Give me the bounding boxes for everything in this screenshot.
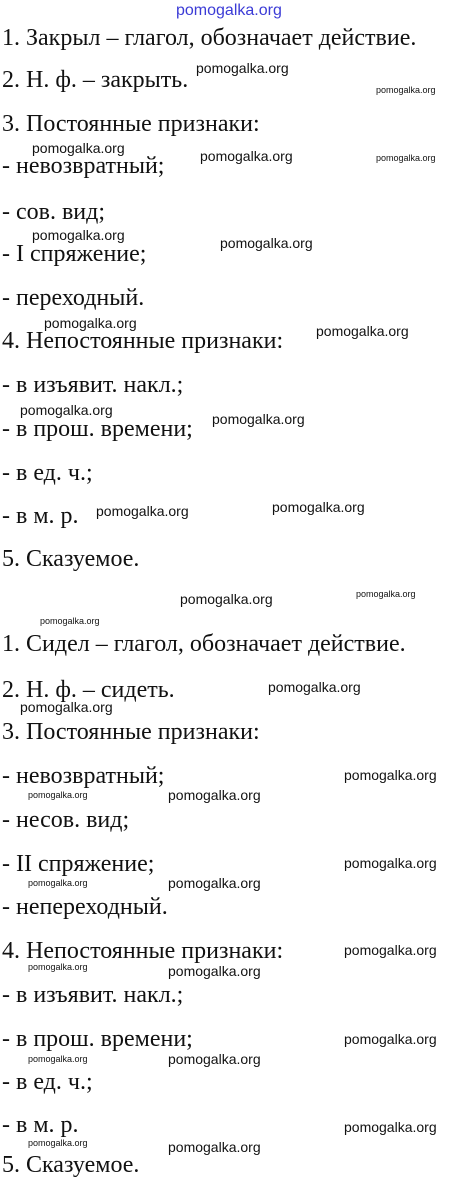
watermark: pomogalka.org [268, 679, 361, 695]
watermark: pomogalka.org [168, 963, 261, 979]
line-1-1: 1. Закрыл – глагол, обозначает действие. [2, 25, 417, 51]
watermark: pomogalka.org [168, 875, 261, 891]
line-1-10: - в прош. времени; [2, 416, 193, 442]
watermark: pomogalka.org [180, 591, 273, 607]
line-2-1: 1. Сидел – глагол, обозначает действие. [2, 631, 406, 657]
watermark: pomogalka.org [96, 503, 189, 519]
watermark: pomogalka.org [20, 402, 113, 418]
line-1-3: 3. Постоянные признаки: [2, 111, 260, 137]
line-2-3: 3. Постоянные признаки: [2, 719, 260, 745]
line-2-13: 5. Сказуемое. [2, 1152, 140, 1178]
line-2-5: - несов. вид; [2, 807, 130, 833]
line-2-9: - в изъявит. накл.; [2, 982, 184, 1008]
watermark: pomogalka.org [272, 499, 365, 515]
watermark: pomogalka.org [32, 140, 125, 156]
watermark: pomogalka.org [376, 153, 436, 163]
watermark: pomogalka.org [28, 1054, 88, 1064]
watermark: pomogalka.org [196, 60, 289, 76]
line-2-7: - непереходный. [2, 894, 168, 920]
watermark: pomogalka.org [20, 699, 113, 715]
watermark: pomogalka.org [40, 616, 100, 626]
watermark: pomogalka.org [168, 787, 261, 803]
site-header-watermark: pomogalka.org [176, 2, 282, 19]
watermark: pomogalka.org [344, 942, 437, 958]
watermark: pomogalka.org [356, 589, 416, 599]
watermark: pomogalka.org [44, 315, 137, 331]
watermark: pomogalka.org [28, 962, 88, 972]
watermark: pomogalka.org [316, 323, 409, 339]
line-2-6: - II спряжение; [2, 851, 155, 877]
line-1-7: - переходный. [2, 285, 145, 311]
watermark: pomogalka.org [32, 227, 125, 243]
line-1-6: - I спряжение; [2, 241, 147, 267]
line-2-12: - в м. р. [2, 1112, 79, 1138]
watermark: pomogalka.org [200, 148, 293, 164]
line-2-8: 4. Непостоянные признаки: [2, 938, 284, 964]
watermark: pomogalka.org [376, 85, 436, 95]
line-2-11: - в ед. ч.; [2, 1069, 93, 1095]
line-1-12: - в м. р. [2, 503, 79, 529]
line-1-4: - невозвратный; [2, 153, 165, 179]
line-1-8: 4. Непостоянные признаки: [2, 328, 284, 354]
line-1-13: 5. Сказуемое. [2, 546, 140, 572]
watermark: pomogalka.org [344, 1119, 437, 1135]
line-1-9: - в изъявит. накл.; [2, 372, 184, 398]
watermark: pomogalka.org [344, 767, 437, 783]
line-1-5: - сов. вид; [2, 199, 106, 225]
line-2-4: - невозвратный; [2, 763, 165, 789]
watermark: pomogalka.org [28, 790, 88, 800]
line-2-10: - в прош. времени; [2, 1026, 193, 1052]
watermark: pomogalka.org [28, 878, 88, 888]
watermark: pomogalka.org [220, 235, 313, 251]
line-1-11: - в ед. ч.; [2, 460, 93, 486]
watermark: pomogalka.org [344, 855, 437, 871]
watermark: pomogalka.org [28, 1138, 88, 1148]
watermark: pomogalka.org [212, 411, 305, 427]
watermark: pomogalka.org [344, 1031, 437, 1047]
watermark: pomogalka.org [168, 1139, 261, 1155]
watermark: pomogalka.org [168, 1051, 261, 1067]
line-1-2: 2. Н. ф. – закрыть. [2, 67, 189, 93]
line-2-2: 2. Н. ф. – сидеть. [2, 677, 175, 703]
